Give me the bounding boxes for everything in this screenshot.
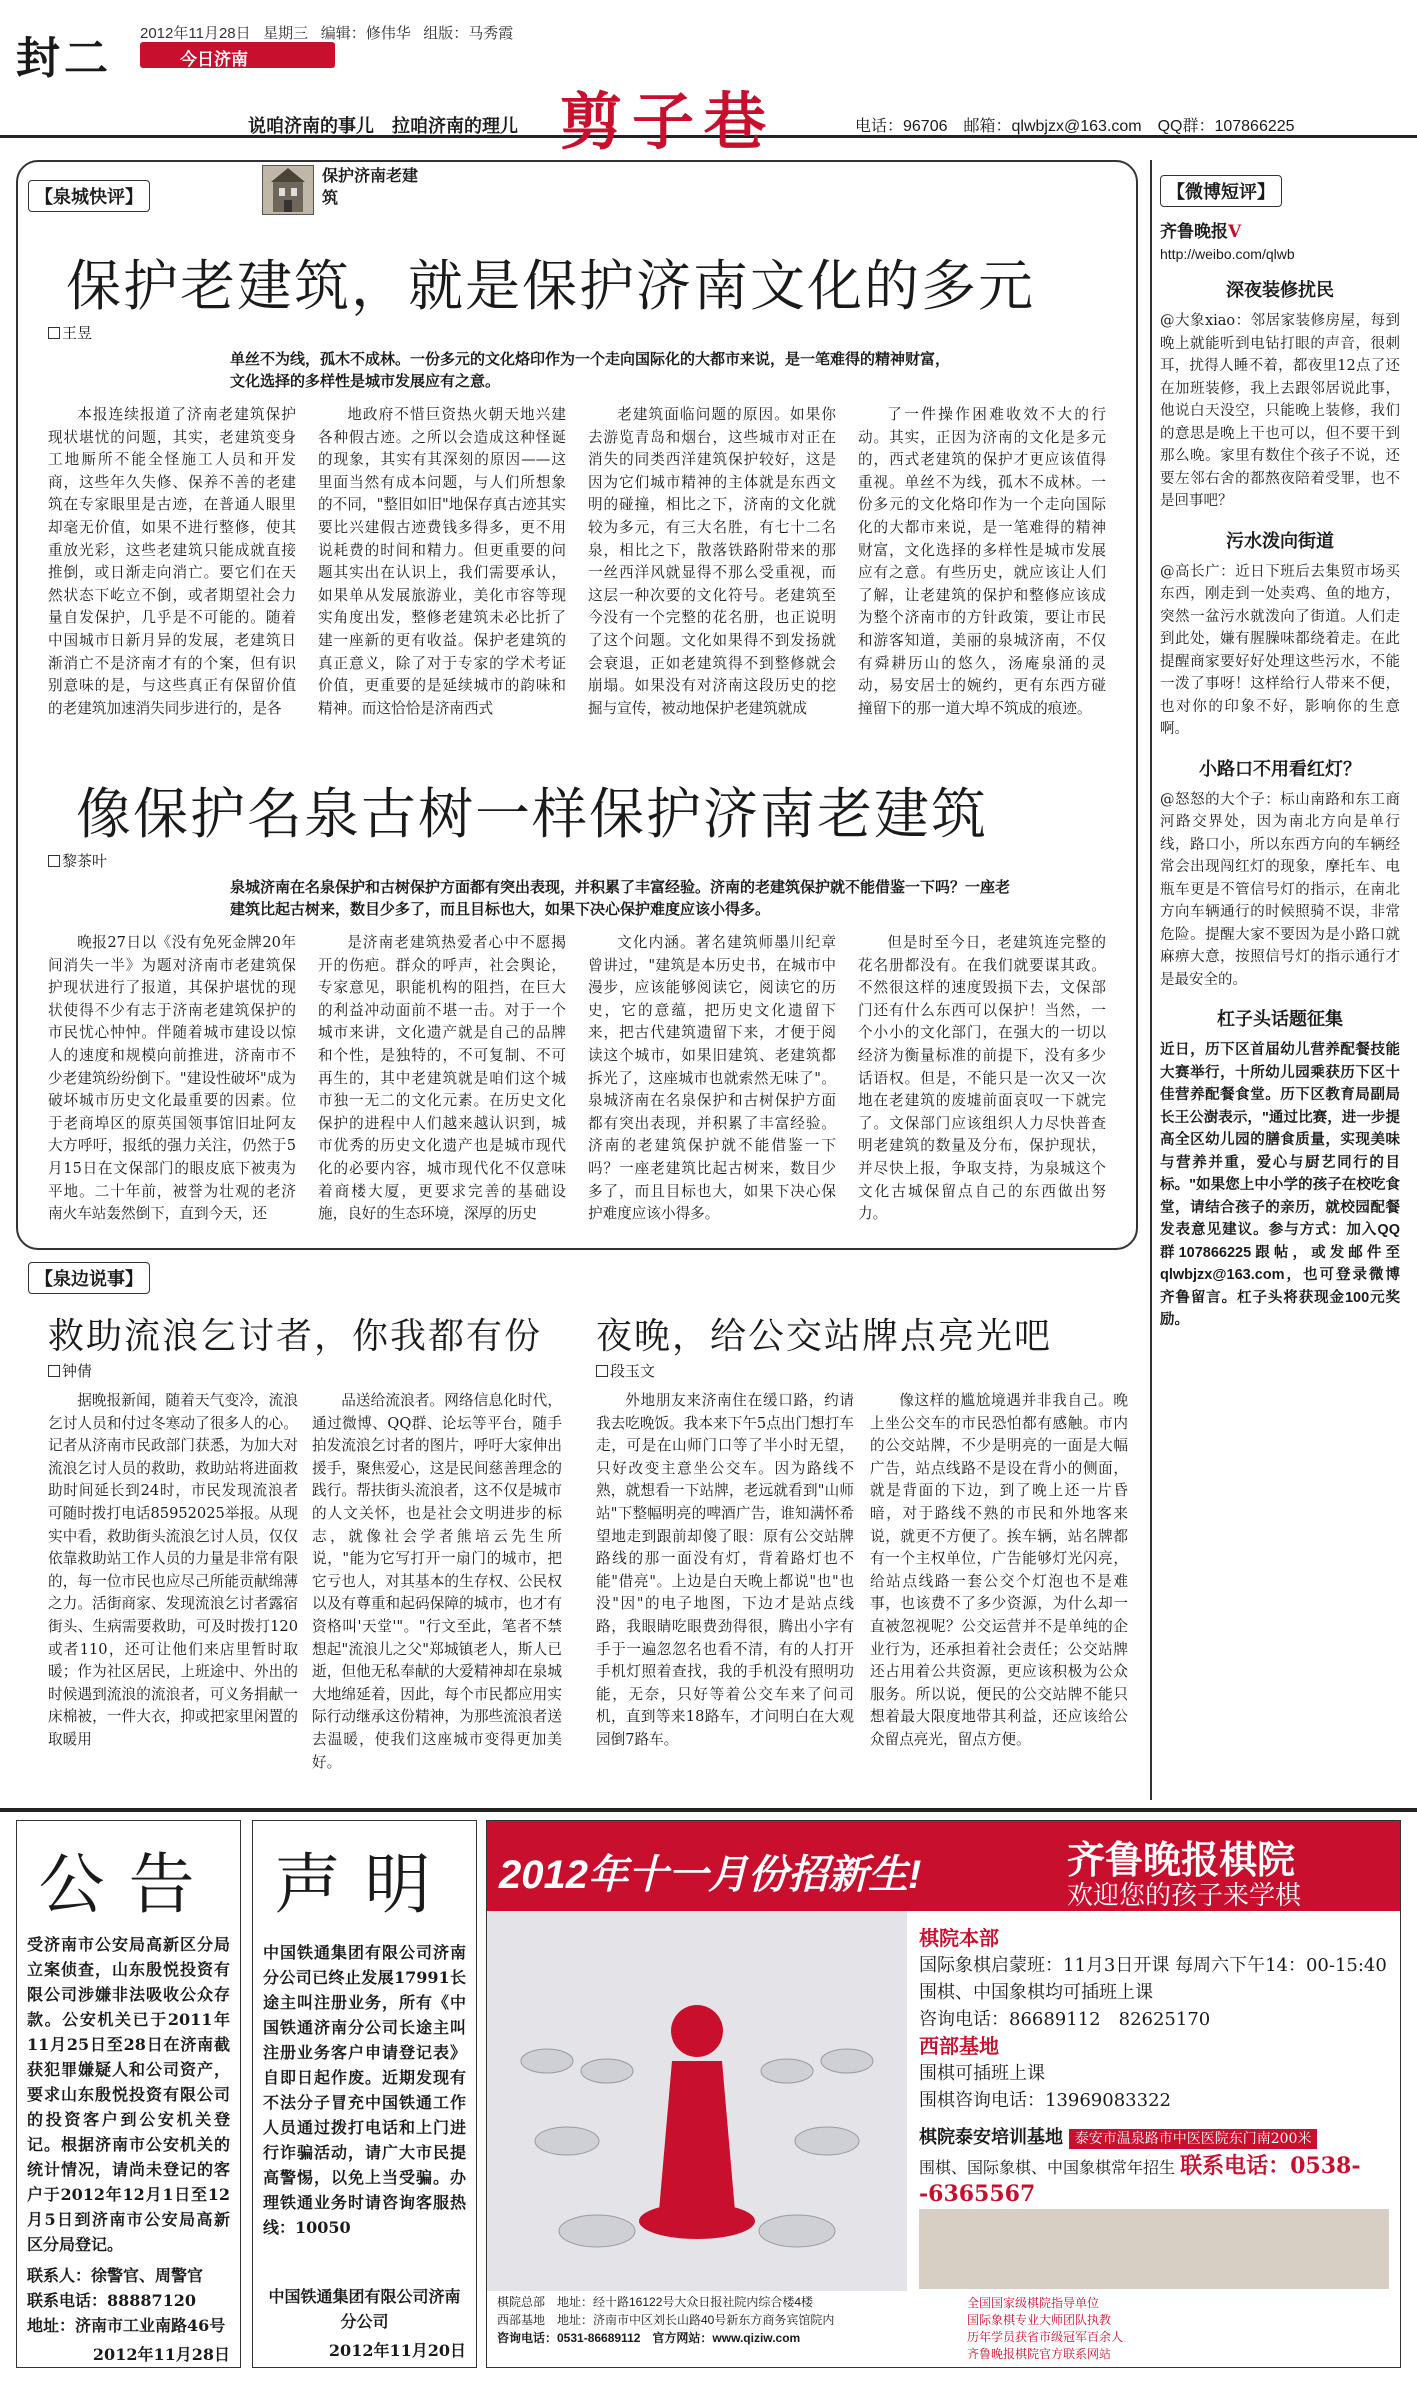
second-author: 黎茶叶 [62,852,108,870]
hq-line1: 国际象棋启蒙班：11月3日开课 每周六下午14：00-15:40 [919,1955,1387,1976]
lead-column-4 [858,404,1106,744]
header-meta [140,22,513,43]
sidebar-topic-3-title: 小路口不用看红灯？ [1199,758,1361,780]
lead-byline [48,322,92,343]
designer: 组版：马秀霞 [423,25,514,42]
taian-phone: 联系电话：0538--6365567 [919,2153,1361,2207]
ad-hq-address: 棋院总部 地址：经十路16122号大众日报社院内综合楼4楼 [497,2295,814,2309]
sidebar-topic-2-text: @高长广：近日下班后去集贸市场买东西，刚走到一处卖鸡、鱼的地方，突然一盆污水就泼向了街道。人们走到此处，嫌有腥臊味都绕着走。在此提醒商家要好好处理这些污水，不能一泼了事呀！这样给行人带来不便，也对你的印象不好，影响你的生意啊。 [1160,563,1400,737]
ad-bullets [967,2295,1123,2363]
ad-tagline: 欢迎您的孩子来学棋 [1067,1880,1302,1910]
second-col4-text: 但是时至今日，老建筑连完整的花名册都没有。在我们就要谋其政。不然很这样的速度毁损下去，文保部门还有什么东西可以保护！当然，一个小小的文化部门，在强大的一切以经济为衡量标准的前提下，没有多少话语权。但是，不能只是一次又一次地在老建筑的废墟前面哀叹一下就完了。文保部门应该组织人力尽快普查明老建筑的数量及分布，保护现状，并尽快上报，争取支持，为泉城这个文化古城保留点自己的东西做出努力。 [858,934,1106,1223]
rescue-author: 钟倩 [62,1362,93,1380]
section-label-quickreview: 【泉城快评】 [28,180,150,212]
hq-title: 棋院本部 [919,1926,999,1950]
verified-icon: V [1228,222,1242,242]
hq-phone: 咨询电话：86689112 82625170 [919,2009,1211,2030]
statement-date: 2012年11月20日 [328,2341,466,2360]
taian-address: 泰安市温泉路市中医医院东门南200米 [1069,2129,1318,2149]
ad-bullet-3: 历年学员获省市级冠军百余人 [967,2330,1124,2344]
topic-badge: 保护济南老建筑 [322,168,419,207]
second-column-3 [588,932,836,1226]
sidebar-topic-1-text: @大象xiao：邻居家装修房屋，每到晚上就能听到电钻打眼的声音，很刺耳，扰得人睡不着，都夜里12点了还在加班装修，我上去跟邻居说此事，他说白天没空，只能晚上装修，我们的意思是晚上干也可以，但不要干到那么晚。家里有数住个孩子不说，还要左邻右舍的都熬夜陪着受罪，也不是回事吧？ [1160,313,1400,509]
second-col2-text: 是济南老建筑热爱者心中不愿揭开的伤疤。群众的呼声，社会舆论，专家意见，职能机构的阻挡，在巨大的利益冲动面前不堪一击。对于一个城市来讲，文化遗产就是自己的品牌和个性，是独特的，不可复制、不可再生的，其中老建筑就是咱们这个城市独一无二的文化元素。在历史文化保护的进程中人们越来越认识到，城市优秀的历史文化遗产也是城市现代化的必要内容，城市现代化不仅意味着商楼大厦，更要求完善的基础设施，良好的生态环境，深厚的历史 [318,934,566,1223]
section-tag: 今日济南 [140,42,335,68]
header-contact: 电话：96706 邮箱：qlwbjzx@163.com QQ群：107866225 [855,118,1295,135]
lead-headline: 保护老建筑，就是保护济南文化的多元 [66,254,1036,318]
chess-pieces-image [487,1911,907,2291]
busstop-author: 段玉文 [610,1362,656,1380]
west-line1: 围棋可插班上课 [919,2063,1045,2084]
sidebar-topic-3-text: @怒怒的大个子：标山南路和东工商河路交界处，因为南北方向是单行线，路口小，所以东西方向的车辆经常会出现闯红灯的现象，摩托车、电瓶车更是不管信号灯的指示，在南北方向车辆通行的时候照骑不误，非常危险。提醒大家不要因为是小路口就麻痹大意，按照信号灯的指示通行才是最安全的。 [1160,791,1400,988]
weibo-brand-name: 齐鲁晚报 [1160,222,1228,242]
hq-line2: 围棋、中国象棋均可插班上课 [919,1982,1153,2003]
rescue-col2-text: 品送给流浪者。网络信息化时代，通过微博、QQ群、论坛等平台，随手拍发流浪乞讨者的图片，呼吁大家伸出援手，聚焦爱心，这是民间慈善理念的践行。帮扶街头流浪者，这不仅是城市的人文关怀，也是社会文明进步的标志，就像社会学者熊培云先生所说，"能为它写打开一扇门的城市，把它亏也人，对其基本的生存权、公民权以及有尊重和起码保障的城市，也才有资格叫'天堂'"。"行文至此，笔者不禁想起"流浪儿之父"郑城镇老人，斯人已逝，但他无私奉献的大爱精神却在泉城大地绵延着，因此，每个市民都应用实际行动继承这份精神，为那些流浪者送去温暖，使我们这座城市变得更加美好。 [312,1392,562,1771]
lead-col1-text: 本报连续报道了济南老建筑保护现状堪忧的问题，其实，老建筑变身工地厮所不能全怪施工人员和开发商，这些年久失修、保养不善的老建筑在专家眼里是古迹，在普通人眼里却毫无价值，如果不进行整修，使其重放光彩，这些老建筑只能成就直接推倒，或日渐走向消亡。要它们在天然状态下屹立不倒，或者期望社会力量自发保护，几乎是不可能的。随着中国城市日新月异的发展，老建筑日渐消亡不是济南才有的个案，但有识别意味的是，与这些真正有保留价值的老建筑加速消失同步进行的，是各 [48,406,296,717]
second-column-2 [318,932,566,1226]
taian-courses: 围棋、国际象棋、中国象棋常年招生 [919,2158,1176,2177]
notice-statement [252,1820,477,2368]
weekday: 星期三 [263,25,309,42]
rescue-column-2 [312,1390,562,1790]
ad-info [919,1925,1389,2209]
ad-section-rule [0,1808,1417,1812]
ad-headline: 2012年十一月份招新生! [499,1853,922,1897]
busstop-column-2 [870,1390,1128,1790]
second-lede: 泉城济南在名泉保护和古树保护方面都有突出表现，并积累了丰富经验。济南的老建筑保护就不能借鉴一下吗？一座老建筑比起古树来，数目少多了，而且目标也大，如果下决心保护难度应该小得多。 [230,878,1011,918]
byline-box-icon [48,1365,60,1377]
busstop-headline: 夜晚，给公交站牌点亮光吧 [596,1316,1053,1357]
lead-col3-text: 老建筑面临问题的原因。如果你去游览青岛和烟台，这些城市对正在消失的同类西洋建筑保护较好，这是因为它们城市精神的主体就是东西文明的碰撞，相比之下，济南的文化就较为多元，有三大名胜，有七十二名泉，相比之下，散落铁路附带来的那一丝西洋风就显得不那么受重视，而这层一种次要的文化符号。老建筑至今没有一个完整的花名册，也正说明了这个问题。文化如果得不到发扬就会衰退，正如老建筑得不到整修就会崩塌。如果没有对济南这段历史的挖掘与宣传，被动地保护老建筑就成 [588,406,836,717]
weibo-sidebar [1160,175,1400,1795]
second-col1-text: 晚报27日以《没有免死金牌20年间消失一半》为题对济南市老建筑保护现状进行了报道，其保护堪忧的现状使得不少有志于济南老建筑保护的市民忧心忡忡。伴随着城市建设以惊人的速度和规模向前推进，济南市不少老建筑纷纷倒下。"建设性破坏"成为破坏城市历史文化最重要的因素。位于老商埠区的原英国领事馆旧址阿友大方呼吁，报纸的强力关注，仍然于5月15日在文保部门的眼皮底下被夷为平地。二十年前，被誉为壮观的老济南火车站轰然倒下，直到今天，还 [48,934,296,1223]
slogan: 说咱济南的事儿 拉咱济南的理儿 [248,116,518,136]
editor: 编辑：修伟华 [320,25,411,42]
busstop-col1-text: 外地朋友来济南住在缓口路，约请我去吃晚饭。我本来下午5点出门想打车走，可是在山师门口等了半小时无望，只好改变主意坐公交车。因为路线不熟，就想看一下站牌，老远就看到"山师站"下整幅明亮的啤酒广告，谁知满怀希望地走到跟前却傻了眼：原有公交站牌路线的那一面没有灯，背着路灯也不能"借亮"。上边是白天晚上都说"也"也没"因"的电子地图，下边才是站点线路，我眼睛吃眼费劲得很，腾出小字有手于一遍忽忽名也看不清，有的人打开手机灯照着查找，我的手机没有照明功能，无奈，只好等着公交车来了问司机，直到等来18路车，才问明白在大观园倒7路车。 [596,1392,854,1748]
section-label-spring: 【泉边说事】 [28,1262,150,1294]
second-col3-text: 文化内涵。著名建筑师墨川纪章曾讲过，"建筑是本历史书，在城市中漫步，应该能够阅读它，阅读它的历史，它的意蕴，把历史文化遗留下来，把古代建筑遗留下来，才便于阅读这个城市，如果旧建筑、老建筑都拆光了，这座城市也就索然无味了"。泉城济南在名泉保护和古树保护方面都有突出表现，并积累了丰富经验。济南的老建筑保护就不能借鉴一下吗？一座老建筑比起古树来，数目少多了，而且目标也大，如果下决心保护难度应该小得多。 [588,934,836,1223]
lead-lede: 单丝不为线，孤木不成林。一份多元的文化烙印作为一个走向国际化的大都市来说，是一笔难得的精神财富，文化选择的多样性是城市发展应有之意。 [230,350,951,390]
lead-author: 王昱 [62,324,93,342]
notice-title: 公告 [38,1846,219,1923]
lead-column-1 [48,404,296,744]
byline-box-icon [596,1365,608,1377]
notice-address: 地址：济南市工业南路46号 [27,2316,226,2335]
ad-brand: 齐鲁晚报棋院 [1067,1837,1296,1882]
weibo-brand [1160,217,1400,242]
ad-west-address: 西部基地 地址：济南市中区刘长山路40号新东方商务宾馆院内 [497,2313,835,2327]
second-byline [48,850,107,871]
byline-box-icon [48,855,60,867]
taian-title: 棋院泰安培训基地 [919,2127,1063,2148]
second-headline: 像保护名泉古树一样保护济南老建筑 [76,782,989,846]
taian-row [919,2124,1389,2153]
west-title: 西部基地 [919,2034,999,2058]
second-column-1 [48,932,296,1226]
ad-bullet-2: 国际象棋专业大师团队执教 [967,2313,1112,2327]
rescue-column-1 [48,1390,298,1790]
ad-bullet-1: 全国国家级棋院指导单位 [967,2296,1100,2310]
students-photo [919,2209,1389,2289]
lead-col2-text: 地政府不惜巨资热火朝天地兴建各种假古迹。之所以会造成这种怪诞的现象，其实有其深刻的原因——这里面当然有成本问题，与人们所想象的不同，"整旧如旧"地保存真古迹其实要比兴建假古迹费钱多得多，更不用说耗费的时间和精力。但更重要的问题其实出在认识上，我们需要承认，如果单从发展旅游业，美化市容等现实角度出发，整修老建筑未必比折了建一座新的更有收益。保护老建筑的真正意义，除了对于专家的学术考证价值，更重要的是延续城市的韵味和精神。而这恰恰是济南西式 [318,406,566,717]
rescue-byline [48,1360,92,1381]
page-label: 封二 [16,33,112,84]
statement-body: 中国铁通集团有限公司济南分公司已终止发展17991长途主叫注册业务，所有《中国铁通济南分公司长途主叫注册业务客户申请登记表》自即日起作废。近期发现有不法分子冒充中国铁通工作人员通过拨打电话和上门进行诈骗活动，请广大市民提高警惕，以免上当受骗。办理铁通业务时请咨询客服热线：10050 [263,1943,466,2237]
rescue-col1-text: 据晚报新闻，随着天气变冷，流浪乞讨人员和付过冬寒动了很多人的心。记者从济南市民政部门获悉，为加大对流浪乞讨人员的救助，救助站将进面救助时间延长到24时，市民发现流浪者可随时拨打电话85952025举报。从现实中看，救助街头流浪乞讨人员，仅仅依靠救助站工作人员的力量是非常有限的，每一位市民也应尽己所能贡献绵薄之力。活街商家、发现流浪乞讨者露宿街头、生病需要救助，可及时拨打120或者110，还可让他们来店里暂时取暖；作为社区居民，上班途中、外出的时候遇到流浪的流浪者，可义务捐献一床棉被，一件大衣，抑或把家里闲置的取暖用 [48,1392,298,1748]
lead-col4-text: 了一件操作困难收效不大的行动。其实，正因为济南的文化是多元的，西式老建筑的保护才更应该值得重视。单丝不为线，孤木不成林。一份多元的文化烙印作为一个走向国际化的大都市来说，是一笔难得的精神财富，文化选择的多样性是城市发展应有之意。有些历史，就应该让人们了解，让老建筑的保护和整修应该成为整个济南市的方针政策，要让市民和游客知道，美丽的泉城济南，不仅有舜耕历山的悠久，汤庵泉涌的灵动，易安居士的婉约，更有东西方碰撞留下的那一道大埠不筑成的痕迹。 [858,406,1106,717]
statement-company: 中国铁通集团有限公司济南分公司 [268,2287,461,2331]
sidebar-topic-1-title: 深夜装修扰民 [1226,280,1334,301]
notice-date: 2012年11月28日 [92,2345,230,2364]
masthead-logo: 剪子巷 [560,85,777,158]
weibo-url[interactable]: http://weibo.com/qlwb [1160,246,1295,262]
lead-column-3 [588,404,836,744]
rescue-headline: 救助流浪乞讨者，你我都有份 [48,1316,543,1357]
notice-body: 受济南市公安局高新区分局立案侦查，山东殷悦投资有限公司涉嫌非法吸收公众存款。公安机关已于2011年11月25日至28日在济南截获犯罪嫌疑人和公司资产，要求山东殷悦投资有限公司的投资客户到公安机关登记。根据济南市公安机关的统计情况，请尚未登记的客户于2012年12月1日至12月5日到济南市公安局高新区分局登记。 [27,1935,230,2254]
notice-announcement [16,1820,241,2368]
notice-phone: 联系电话：88887120 [27,2291,197,2310]
old-building-image [262,165,314,215]
statement-title: 声明 [274,1846,455,1923]
ad-consult: 咨询电话：0531-86689112 官方网站：www.qiziw.com [497,2331,801,2345]
ad-addresses [497,2293,834,2347]
sidebar-divider [1150,160,1152,1800]
chess-school-ad [486,1820,1401,2368]
sidebar-topic-4-text: 近日，历下区首届幼儿营养配餐技能大赛举行，十所幼儿园乘获历下区十佳营养配餐食堂。历下区教育局副局长王公澍表示，"通过比赛，进一步提高全区幼儿园的膳食质量，实现美味与营养并重，爱心与厨艺同行的目标。"如果您上中小学的孩子在校吃食堂，请结合孩子的亲历，就校园配餐发表意见建议。参与方式：加入QQ群107866225跟帖，或发邮件至qlwbjzx@163.com，也可登录微博齐鲁留言。杠子头将获现金100元奖励。 [1160,1042,1400,1328]
busstop-byline [596,1360,655,1381]
sidebar-topic-2-title: 污水泼向街道 [1226,530,1334,552]
notice-contact: 联系人：徐警官、周警官 [27,2266,204,2285]
sidebar-topic-4-title: 杠子头话题征集 [1217,1009,1343,1030]
west-phone: 围棋咨询电话：13969083322 [919,2090,1171,2111]
second-column-4 [858,932,1106,1226]
busstop-col2-text: 像这样的尴尬境遇并非我自己。晚上坐公交车的市民恐怕都有感触。市内的公交站牌，不少是明亮的一面是大幅广告，站点线路不是设在背小的侧面，就是背面的下边，到了晚上还一片昏暗，对于路线不熟的市民和外地客来说，就更不方便了。挨车辆，站名牌都有一个主权单位，广告能够灯光闪亮，给站点线路一套公交个灯泡也不是难事，也该费不了多少资源，为什么却一直被忽视呢？公交运营并不是单纯的企业行为，还承担着社会责任；公交站牌还占用着公共资源，更应该积极为公众服务。所以说，便民的公交站牌不能只想着最大限度地带其利益，还应该给公众留点亮光，留点方便。 [870,1392,1128,1748]
issue-date: 2012年11月28日 [140,25,251,42]
sidebar-section: 【微博短评】 [1160,175,1282,207]
busstop-column-1 [596,1390,854,1790]
ad-bullet-4: 齐鲁晚报棋院官方联系网站 [967,2347,1112,2361]
taian-courses-row [919,2153,1389,2209]
byline-box-icon [48,327,60,339]
lead-column-2 [318,404,566,744]
